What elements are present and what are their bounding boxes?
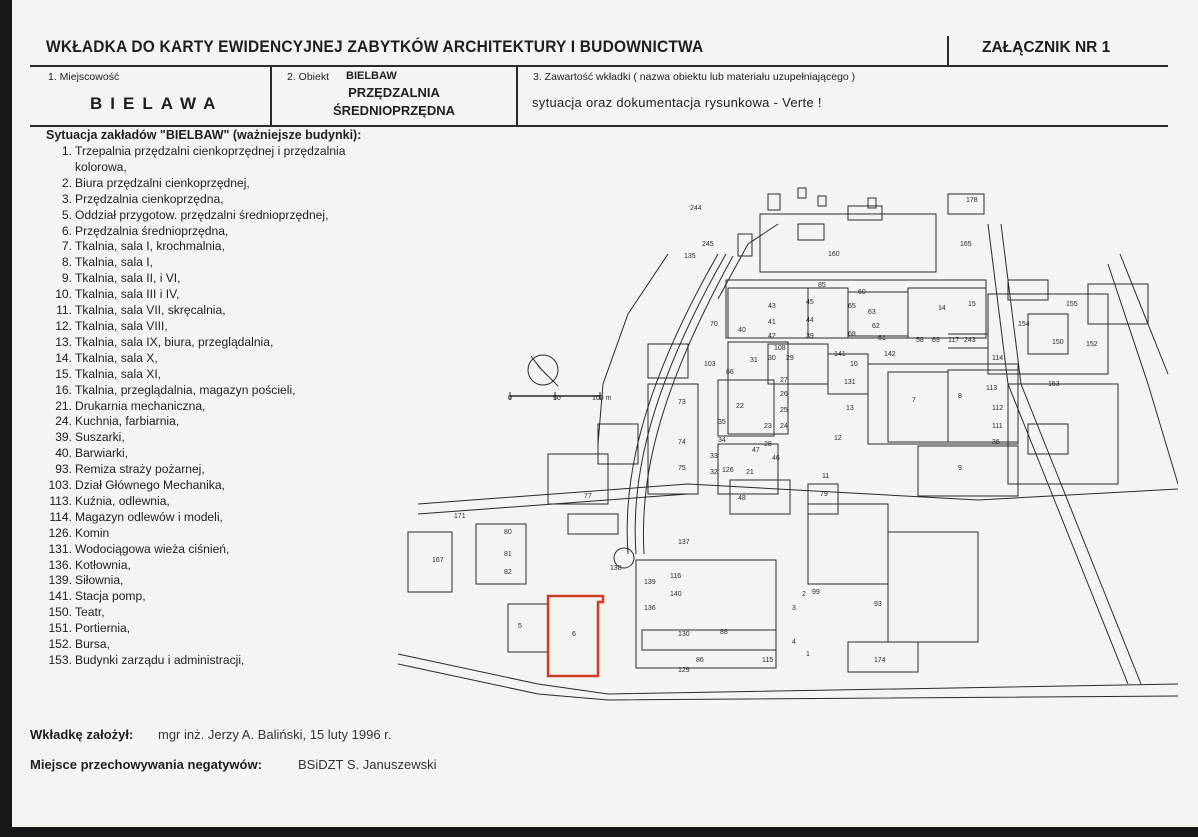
list-item-text: Barwiarki, xyxy=(75,446,129,461)
building-label: 115 xyxy=(762,657,774,664)
list-item-text: Stacja pomp, xyxy=(75,589,146,604)
building-label: 34 xyxy=(718,437,726,444)
building-label: 88 xyxy=(720,629,728,636)
scan-edge-bottom xyxy=(0,827,1198,837)
list-item-text: Wodociągowa wieża ciśnień, xyxy=(75,541,230,556)
list-item-number: 152. xyxy=(48,637,72,652)
building-label: 142 xyxy=(884,351,896,358)
building-label: 245 xyxy=(702,241,714,248)
document-title: WKŁADKA DO KARTY EWIDENCYJNEJ ZABYTKÓW ARCHITEKTURY I BUDOWNICTWA xyxy=(46,38,704,57)
list-item xyxy=(28,271,395,287)
list-item xyxy=(28,653,395,669)
building-label: 27 xyxy=(780,377,788,384)
storage-value: BSiDZT S. Januszewski xyxy=(298,757,437,772)
building-label: 85 xyxy=(818,282,826,289)
building-label: 58 xyxy=(916,337,924,344)
list-item-text: Bursa, xyxy=(75,637,110,652)
list-item-number: 114. xyxy=(49,509,72,524)
building-label: 243 xyxy=(964,337,976,344)
building-label: 165 xyxy=(960,241,972,248)
list-item-text: Kuźnia, odlewnia, xyxy=(75,493,170,508)
building-label: 22 xyxy=(736,403,744,410)
list-item-number: 5. xyxy=(61,207,72,222)
map-background xyxy=(388,184,1178,706)
building-label: 44 xyxy=(806,317,814,324)
building-label: 138 xyxy=(610,565,622,572)
building-label: 65 xyxy=(848,303,856,310)
list-item-text: Teatr, xyxy=(75,605,105,620)
building-label: 73 xyxy=(678,399,686,406)
situation-title: Sytuacja zakładów "BIELBAW" (ważniejsze budynki): xyxy=(46,128,362,142)
building-label: 113 xyxy=(986,385,998,392)
site-plan-map xyxy=(388,184,1178,706)
building-label: 41 xyxy=(768,319,776,326)
building-label: 129 xyxy=(678,667,690,674)
building-label: 21 xyxy=(746,469,754,476)
list-item xyxy=(28,573,395,589)
building-label: 63 xyxy=(868,309,876,316)
object-name: BIELBAW xyxy=(346,70,397,82)
building-label: 126 xyxy=(722,467,734,474)
building-label: 77 xyxy=(584,493,592,500)
list-item-text: Tkalnia, sala II, i VI, xyxy=(75,271,181,286)
list-item-number: 12. xyxy=(55,318,72,333)
building-label: 103 xyxy=(704,361,716,368)
locality-value: BIELAWA xyxy=(90,94,224,113)
list-item xyxy=(28,351,395,367)
scale-label: 0 xyxy=(508,395,512,402)
list-item-text: Tkalnia, sala IX, biura, przeglądalnia, xyxy=(75,334,274,349)
building-label: 111 xyxy=(992,423,1003,430)
list-item xyxy=(28,637,395,653)
building-label: 80 xyxy=(504,529,512,536)
list-item-number: 21. xyxy=(55,398,72,413)
list-item-text: Przędzalnia cienkoprzędna, xyxy=(75,191,224,206)
building-label: 5 xyxy=(518,623,522,630)
building-label: 86 xyxy=(696,657,704,664)
list-item-text: Tkalnia, sala XI, xyxy=(75,366,162,381)
list-item-text: Tkalnia, sala I, xyxy=(75,255,153,270)
building-label: 33 xyxy=(710,453,718,460)
storage-label: Miejsce przechowywania negatywów: xyxy=(30,757,262,772)
list-item-number: 16. xyxy=(55,382,72,397)
building-label: 30 xyxy=(768,355,776,362)
list-item-number: 2. xyxy=(61,175,72,190)
list-item-text: Tkalnia, sala I, krochmalnia, xyxy=(75,239,225,254)
list-item xyxy=(28,542,395,558)
list-item xyxy=(28,287,395,303)
list-item-number: 24. xyxy=(55,414,72,429)
list-item xyxy=(28,160,395,176)
list-item-number: 13. xyxy=(55,334,72,349)
list-item xyxy=(28,462,395,478)
list-item xyxy=(28,526,395,542)
building-label: 9 xyxy=(958,465,962,472)
list-item-number: 151. xyxy=(48,621,72,636)
building-label: 43 xyxy=(768,303,776,310)
building-label: 10 xyxy=(850,361,858,368)
list-item-number: 1. xyxy=(61,144,72,158)
object-label: 2. Obiekt xyxy=(287,71,330,83)
header-rule xyxy=(30,65,1168,67)
building-label: 75 xyxy=(678,465,686,472)
object-line-2: PRZĘDZALNIA xyxy=(348,85,440,100)
building-label: 137 xyxy=(678,539,690,546)
list-item-text: Oddział przygotow. przędzalni średnioprzędnej, xyxy=(75,207,329,222)
building-label: 14 xyxy=(938,305,946,312)
building-label: 174 xyxy=(874,657,886,664)
building-label: 141 xyxy=(834,351,846,358)
field-divider-2 xyxy=(516,66,518,126)
list-item-number: 136. xyxy=(48,557,72,572)
list-item xyxy=(28,478,395,494)
building-label: 135 xyxy=(684,253,696,260)
building-label: 160 xyxy=(828,251,840,258)
list-item-text: kolorowa, xyxy=(75,159,127,174)
list-item-text: Tkalnia, sala VII, skręcalnia, xyxy=(75,303,226,318)
list-item-number: 113. xyxy=(49,493,72,508)
list-item-number: 15. xyxy=(55,366,72,381)
building-label: 45 xyxy=(806,299,814,306)
list-item xyxy=(28,621,395,637)
fields-rule xyxy=(30,125,1168,127)
list-item-number: 141. xyxy=(48,589,72,604)
list-item xyxy=(28,335,395,351)
list-item xyxy=(28,367,395,383)
building-label: 130 xyxy=(678,631,690,638)
list-item-text: Drukarnia mechaniczna, xyxy=(75,398,206,413)
building-label: 3 xyxy=(792,605,796,612)
list-item xyxy=(28,605,395,621)
building-label: 244 xyxy=(690,205,702,212)
building-label: 2 xyxy=(802,591,806,598)
list-item-number: 14. xyxy=(55,350,72,365)
building-label: 26 xyxy=(780,391,788,398)
building-label: 12 xyxy=(834,435,842,442)
founder-label: Wkładkę założył: xyxy=(30,727,134,742)
scale-label: 50 xyxy=(553,395,561,402)
building-label: 60 xyxy=(858,289,866,296)
building-label: 136 xyxy=(644,605,656,612)
list-item-number: 3. xyxy=(61,191,72,206)
locality-label: 1. Miejscowość xyxy=(48,71,120,83)
building-label: 8 xyxy=(958,393,962,400)
building-label: 70 xyxy=(710,321,718,328)
building-list xyxy=(28,144,395,669)
list-item-number: 9. xyxy=(61,271,72,286)
list-item xyxy=(28,430,395,446)
object-line-3: ŚREDNIOPRZĘDNA xyxy=(332,103,456,118)
list-item-text: Biura przędzalni cienkoprzędnej, xyxy=(75,175,250,190)
building-label: 29 xyxy=(786,355,794,362)
building-label: 171 xyxy=(454,513,466,520)
building-label: 112 xyxy=(992,405,1004,412)
list-item xyxy=(28,144,395,160)
building-label: 61 xyxy=(878,335,886,342)
building-label: 42 xyxy=(768,333,776,340)
building-label: 7 xyxy=(912,397,916,404)
list-item-text: Przędzalnia średnioprzędna, xyxy=(75,223,229,238)
list-item xyxy=(28,208,395,224)
list-item-text: Siłownia, xyxy=(75,573,124,588)
list-item xyxy=(28,446,395,462)
list-item-number: 7. xyxy=(61,239,72,254)
list-item-number: 103. xyxy=(48,478,72,493)
list-item-text: Kotłownia, xyxy=(75,557,131,572)
contents-label: 3. Zawartość wkładki ( nazwa obiektu lub materiału uzupełniającego ) xyxy=(533,71,856,83)
scan-edge-left xyxy=(0,0,12,837)
list-item xyxy=(28,510,395,526)
contents-value: sytuacja oraz dokumentacja rysunkowa - Verte ! xyxy=(532,95,822,110)
building-label: 69 xyxy=(932,337,940,344)
building-label: 152 xyxy=(1086,341,1098,348)
list-item-number: 39. xyxy=(55,430,72,445)
building-label: 153 xyxy=(1048,381,1060,388)
list-item-text: Komin xyxy=(75,525,110,540)
building-label: 62 xyxy=(872,323,880,330)
list-item-text: Tkalnia, przeglądalnia, magazyn pościeli, xyxy=(75,382,296,397)
building-label: 23 xyxy=(764,423,772,430)
list-item xyxy=(28,383,395,399)
building-label: 117 xyxy=(948,337,960,344)
list-item-number: 6. xyxy=(61,223,72,238)
building-label: 31 xyxy=(750,357,758,364)
list-item-number: 8. xyxy=(61,255,72,270)
building-label: 40 xyxy=(738,327,746,334)
building-label: 108 xyxy=(774,345,786,352)
list-item-number xyxy=(28,160,75,176)
building-label: 35 xyxy=(718,419,726,426)
list-item-text: Dział Głównego Mechanika, xyxy=(75,478,225,493)
list-item xyxy=(28,239,395,255)
building-label: 93 xyxy=(874,601,882,608)
list-item-text: Portiernia, xyxy=(75,621,131,636)
list-item-text: Remiza straży pożarnej, xyxy=(75,462,205,477)
founder-value: mgr inż. Jerzy A. Baliński, 15 luty 1996 r. xyxy=(158,727,392,742)
list-item xyxy=(28,192,395,208)
list-item-number: 11. xyxy=(56,303,72,318)
building-label: 13 xyxy=(846,405,854,412)
building-label: 46 xyxy=(772,455,780,462)
scale-label: 100 m xyxy=(592,395,612,402)
building-label: 140 xyxy=(670,591,682,598)
list-item xyxy=(28,399,395,415)
building-label: 4 xyxy=(792,639,796,646)
list-item xyxy=(28,589,395,605)
building-label: 39 xyxy=(806,333,814,340)
building-label: 178 xyxy=(966,197,978,204)
building-label: 25 xyxy=(780,407,788,414)
building-label: 81 xyxy=(504,551,512,558)
building-label: 116 xyxy=(670,573,682,580)
list-item-text: Kuchnia, farbiarnia, xyxy=(75,414,180,429)
building-label: 99 xyxy=(812,589,820,596)
building-label: 154 xyxy=(1018,321,1030,328)
building-label: 32 xyxy=(710,469,718,476)
list-item-number: 126. xyxy=(48,525,72,540)
building-label: 36 xyxy=(992,439,1000,446)
list-item-text: Tkalnia, sala X, xyxy=(75,350,158,365)
list-item xyxy=(28,255,395,271)
building-label: 47 xyxy=(752,447,760,454)
list-item-text: Suszarki, xyxy=(75,430,125,445)
list-item xyxy=(28,176,395,192)
building-label: 24 xyxy=(780,423,788,430)
list-item-number: 139. xyxy=(48,573,72,588)
list-item-text: Trzepalnia przędzalni cienkoprzędnej i przędzalnia xyxy=(75,144,346,158)
building-label: 150 xyxy=(1052,339,1064,346)
building-label: 79 xyxy=(820,491,828,498)
building-label: 167 xyxy=(432,557,444,564)
building-label: 68 xyxy=(848,331,856,338)
list-item xyxy=(28,558,395,574)
building-label: 82 xyxy=(504,569,512,576)
list-item-text: Tkalnia, sala VIII, xyxy=(75,318,168,333)
list-item xyxy=(28,319,395,335)
list-item-text: Tkalnia, sala III i IV, xyxy=(75,287,180,302)
building-label: 155 xyxy=(1066,301,1078,308)
list-item-number: 153. xyxy=(48,653,72,667)
building-label: 1 xyxy=(806,651,810,658)
building-label: 6 xyxy=(572,631,576,638)
list-item-text: Magazyn odlewów i modeli, xyxy=(75,509,223,524)
header-divider xyxy=(947,36,949,66)
list-item xyxy=(28,224,395,240)
list-item xyxy=(28,494,395,510)
list-item-number: 150. xyxy=(48,605,72,620)
list-item-number: 131. xyxy=(48,541,72,556)
building-label: 139 xyxy=(644,579,656,586)
building-label: 131 xyxy=(844,379,856,386)
list-item-number: 10. xyxy=(55,287,72,302)
building-label: 15 xyxy=(968,301,976,308)
building-label: 114 xyxy=(992,355,1004,362)
building-label: 48 xyxy=(738,495,746,502)
building-label: 28 xyxy=(764,441,772,448)
list-item-number: 93. xyxy=(55,462,72,477)
list-item-number: 40. xyxy=(55,446,72,461)
building-label: 11 xyxy=(822,473,830,480)
attachment-number: ZAŁĄCZNIK NR 1 xyxy=(982,39,1111,56)
list-item xyxy=(28,303,395,319)
list-item-text: Budynki zarządu i administracji, xyxy=(75,653,245,667)
building-label: 66 xyxy=(726,369,734,376)
building-label: 74 xyxy=(678,439,686,446)
list-item xyxy=(28,414,395,430)
